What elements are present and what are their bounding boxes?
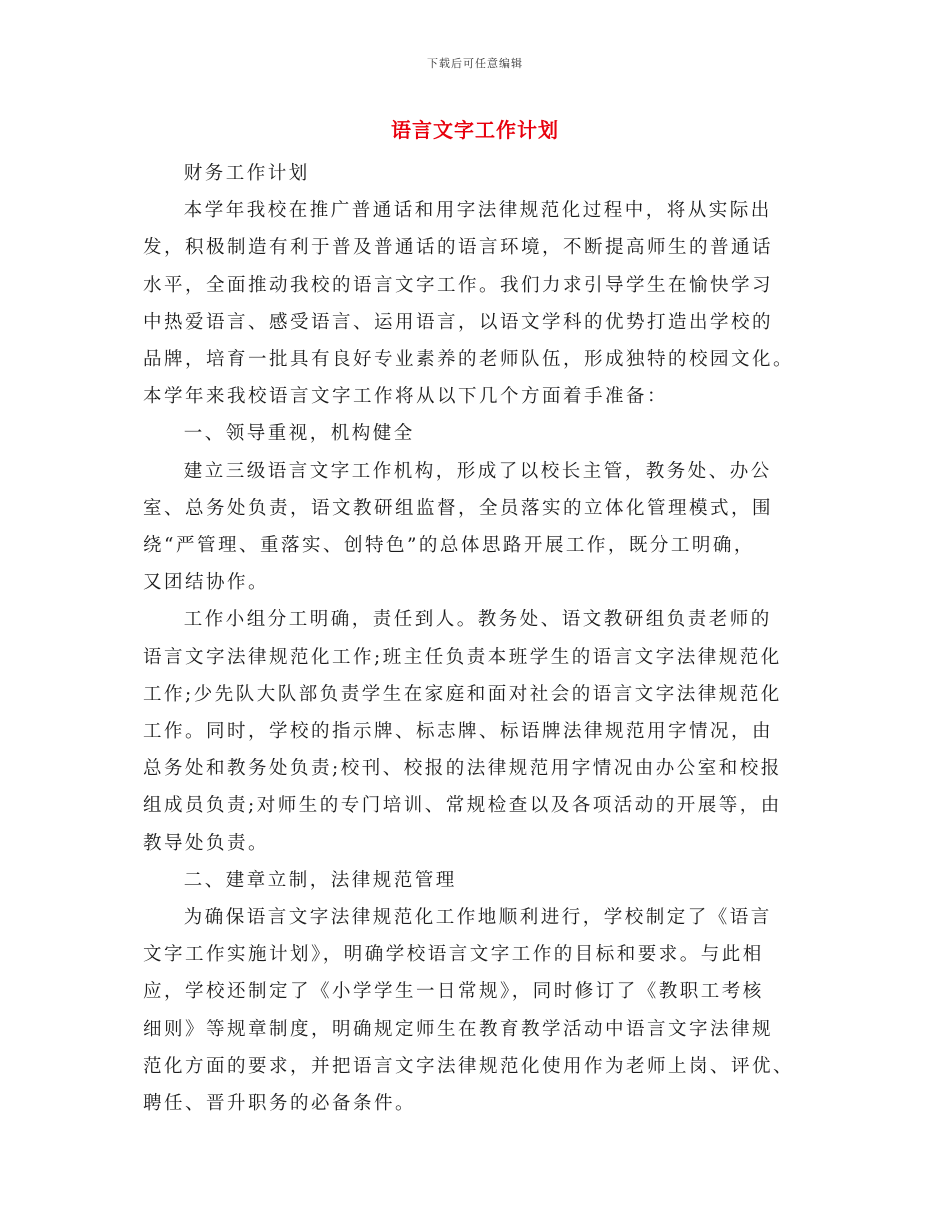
- paragraph-line: 室、总务处负责，语文教研组监督，全员落实的立体化管理模式，围: [143, 497, 774, 519]
- paragraph-line: 中热爱语言、感受语言、运用语言，以语文学科的优势打造出学校的: [143, 311, 774, 333]
- paragraph-line: 建立三级语言文字工作机构，形成了以校长主管，教务处、办公: [183, 460, 772, 482]
- subtitle: 财务工作计划: [183, 163, 310, 184]
- section-heading-2: 二、建章立制，法律规范管理: [183, 869, 457, 891]
- paragraph-line: 语言文字法律规范化工作;班主任负责本班学生的语言文字法律规范化: [143, 646, 782, 668]
- paragraph-line: 绕“严管理、重落实、创特色”的总体思路开展工作，既分工明确，: [143, 535, 755, 557]
- paragraph-line: 教导处负责。: [143, 832, 270, 854]
- paragraph-line: 细则》等规章制度，明确规定师生在教育教学活动中语言文字法律规: [143, 1018, 774, 1040]
- paragraph-3: [143, 601, 811, 861]
- paragraph-line: 水平，全面推动我校的语言文字工作。我们力求引导学生在愉快学习: [143, 274, 774, 296]
- paragraph-line: 聘任、晋升职务的必备条件。: [143, 1093, 417, 1115]
- paragraph-2: [143, 453, 811, 602]
- paragraph-line: 文字工作实施计划》，明确学校语言文字工作的目标和要求。与此相: [143, 944, 764, 966]
- paragraph-line: 范化方面的要求，并把语言文字法律规范化使用作为老师上岗、评优、: [143, 1055, 795, 1077]
- paragraph-line: 本学年我校在推广普通话和用字法律规范化过程中，将从实际出: [183, 200, 772, 222]
- paragraph-line: 应，学校还制定了《小学学生一日常规》，同时修订了《教职工考核: [143, 981, 764, 1003]
- paragraph-line: 又团结协作。: [143, 572, 270, 594]
- paragraph-1: [143, 192, 811, 415]
- document-title: 语言文字工作计划: [391, 118, 559, 142]
- paragraph-line: 品牌，培育一批具有良好专业素养的老师队伍，形成独特的校园文化。: [143, 349, 795, 371]
- paragraph-line: 发，积极制造有利于普及普通话的语言环境，不断提高师生的普通话: [143, 237, 774, 259]
- header-note: 下载后可任意编辑: [427, 57, 523, 70]
- document-body: [143, 155, 811, 1122]
- paragraph-line: 为确保语言文字法律规范化工作地顺利进行，学校制定了《语言: [183, 907, 772, 929]
- paragraph-line: 本学年来我校语言文字工作将从以下几个方面着手准备：: [143, 386, 669, 408]
- paragraph-4: [143, 899, 811, 1122]
- paragraph-line: 工作;少先队大队部负责学生在家庭和面对社会的语言文字法律规范化: [143, 683, 782, 705]
- section-heading-1: 一、领导重视，机构健全: [183, 423, 415, 445]
- paragraph-line: 总务处和教务处负责;校刊、校报的法律规范用字情况由办公室和校报: [143, 758, 782, 780]
- paragraph-line: 组成员负责;对师生的专门培训、常规检查以及各项活动的开展等，由: [143, 795, 782, 817]
- paragraph-line: 工作小组分工明确，责任到人。教务处、语文教研组负责老师的: [183, 609, 772, 631]
- paragraph-line: 工作。同时，学校的指示牌、标志牌、标语牌法律规范用字情况，由: [143, 721, 774, 743]
